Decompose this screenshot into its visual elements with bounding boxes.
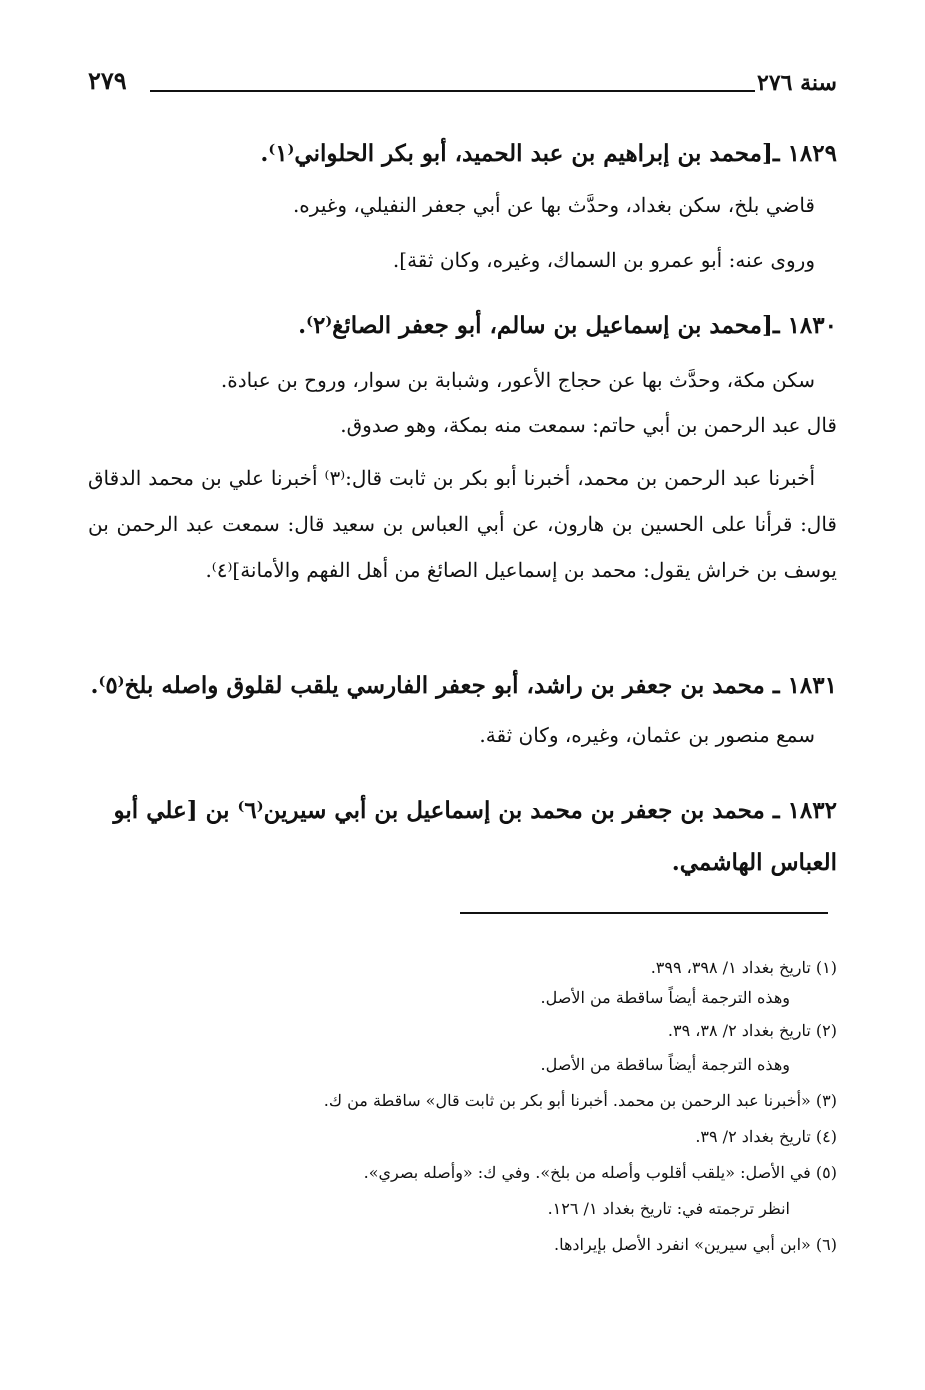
footnote-2-cont: وهذه الترجمة أيضاً ساقطة من الأصل. — [540, 1055, 790, 1074]
footnote-4: (٤) تاريخ بغداد ٢/ ٣٩. — [695, 1127, 837, 1146]
footnote-1: (١) تاريخ بغداد ١/ ٣٩٨، ٣٩٩. — [650, 958, 837, 977]
footnote-rule — [460, 912, 828, 914]
entry-1829-line-2: وروى عنه: أبو عمرو بن السماك، وغيره، وكان ثقة]. — [392, 248, 815, 272]
entry-1830-paragraph: أخبرنا عبد الرحمن بن محمد، أخبرنا أبو بكر بن ثابت قال:⁽٣⁾ أخبرنا علي بن محمد الدقاق قال: قرأنا على الحسين بن هارون، عن أبي العباس بن سعيد قال: سمعت عبد الرحمن بن يوسف بن خراش يقول: محمد بن إسماعيل الصائغ من أهل الفهم والأمانة]⁽٤⁾. — [88, 466, 837, 582]
entry-1829-line-1: قاضي بلخ، سكن بغداد، وحدَّث بها عن أبي جعفر النفيلي، وغيره. — [292, 193, 815, 217]
footnote-3: (٣) «أخبرنا عبد الرحمن بن محمد. أخبرنا أبو بكر بن ثابت قال» ساقطة من ك. — [323, 1091, 837, 1110]
entry-1830-line-2: قال عبد الرحمن بن أبي حاتم: سمعت منه بمكة، وهو صدوق. — [340, 413, 837, 437]
entry-1829-title: ١٨٢٩ ـ[محمد بن إبراهيم بن عبد الحميد، أبو بكر الحلواني⁽١⁾. — [260, 140, 837, 167]
entry-1830-line-1: سكن مكة، وحدَّث بها عن حجاج الأعور، وشبابة بن سوار، وروح بن عبادة. — [220, 368, 815, 392]
footnote-2: (٢) تاريخ بغداد ٢/ ٣٨، ٣٩. — [667, 1021, 837, 1040]
running-header-title: سنة ٢٧٦ — [757, 70, 837, 96]
footnote-5-cont: انظر ترجمته في: تاريخ بغداد ١/ ١٢٦. — [547, 1199, 790, 1218]
footnote-6: (٦) «ابن أبي سيرين» انفرد الأصل بإيرادها. — [554, 1235, 837, 1254]
entry-1831-title: ١٨٣١ ـ محمد بن جعفر بن راشد، أبو جعفر الفارسي يلقب لقلوق واصله بلخ⁽٥⁾. — [90, 672, 837, 699]
entry-1831-line-1: سمع منصور بن عثمان، وغيره، وكان ثقة. — [479, 723, 815, 747]
footnote-1-cont: وهذه الترجمة أيضاً ساقطة من الأصل. — [540, 988, 790, 1007]
entry-1830-title: ١٨٣٠ ـ[محمد بن إسماعيل بن سالم، أبو جعفر الصائغ⁽٢⁾. — [298, 312, 837, 339]
page-number: ٢٧٩ — [88, 66, 127, 95]
entry-1832-title: ١٨٣٢ ـ محمد بن جعفر بن محمد بن إسماعيل بن أبي سيرين⁽٦⁾ بن [علي أبو العباس الهاشمي. — [113, 797, 837, 876]
footnote-5: (٥) في الأصل: «يلقب أقلوب وأصله من بلخ». وفي ك: «وأصله بصري». — [363, 1163, 837, 1182]
header-rule — [150, 90, 755, 92]
